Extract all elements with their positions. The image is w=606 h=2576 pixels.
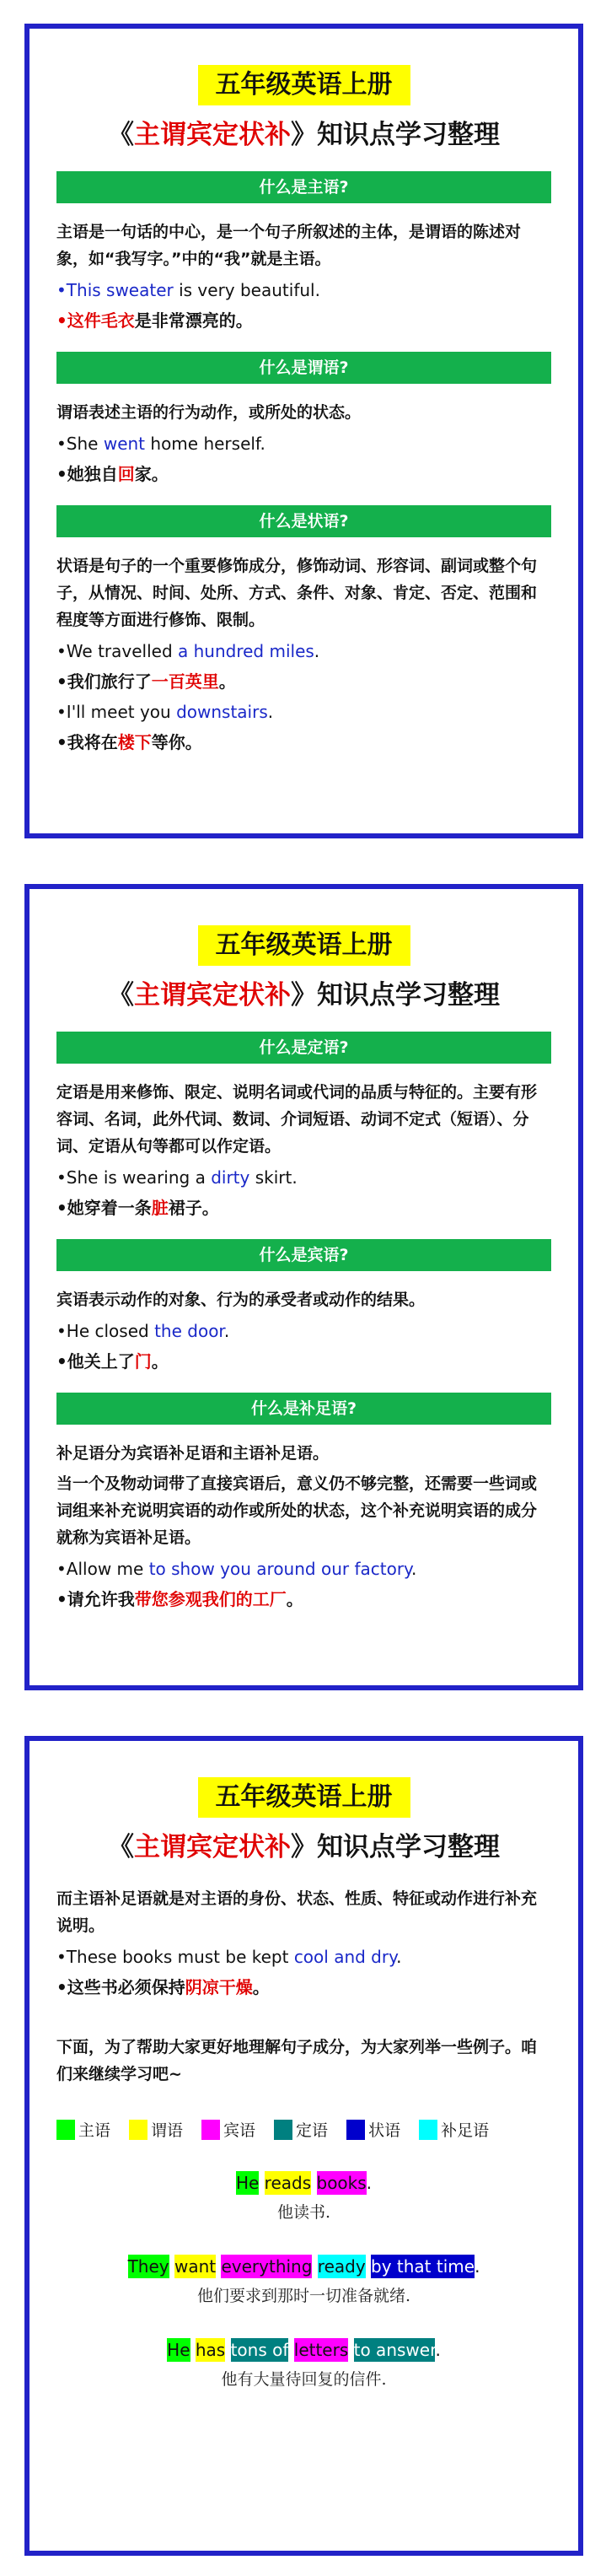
period: .: [366, 2173, 373, 2193]
adverbial-example-zh-2: [56, 730, 551, 755]
highlight-subject-zh: 这件毛衣: [67, 310, 135, 331]
complement-example-zh: [56, 1587, 551, 1612]
word-attributive: to answer: [353, 2340, 436, 2360]
complement-description-2: 当一个及物动词带了直接宾语后，意义仍不够完整，还需要一些词或词组来补充说明宾语的动作或所处的状态，这个补充说明宾语的成分就称为宾语补足语。: [56, 1474, 538, 1547]
highlight-complement-zh: 阴凉干燥: [185, 1977, 253, 1997]
subtitle-rest: 》知识点学习整理: [291, 980, 500, 1010]
legend-label: 主语: [78, 2121, 111, 2140]
example-rest: 裙子。: [168, 1198, 219, 1218]
example-pre: •Allow me: [56, 1559, 149, 1579]
word-object: letters: [293, 2340, 349, 2360]
example-zh: 他们要求到那时一切准备就绪.: [196, 2287, 411, 2305]
example-pre: •请允许我: [56, 1589, 135, 1609]
adverbial-description: 状语是句子的一个重要修饰成分，修饰动词、形容词、副词或整个句子，从情况、时间、处所、方式、条件、对象、肯定、否定、范围和程度等方面进行修饰、限制。: [56, 557, 538, 629]
predicate-description: 谓语表述主语的行为动作，或所处的状态。: [56, 403, 362, 422]
highlight-adverbial: downstairs: [176, 702, 268, 722]
highlight-predicate: went: [103, 434, 146, 454]
highlight-adverbial-zh: 一百英里: [151, 671, 219, 692]
word-predicate: reads: [264, 2173, 312, 2193]
example-rest: 。: [286, 1589, 303, 1609]
highlight-attributive-zh: 脏: [151, 1198, 169, 1218]
word-attributive: tons of: [230, 2340, 289, 2360]
space: [225, 2338, 230, 2362]
legend-label: 谓语: [151, 2121, 184, 2140]
example-pre: •I'll meet you: [56, 702, 177, 722]
subject-complement-description: 而主语补足语就是对主语的身份、状态、性质、特征或动作进行补充说明。: [56, 1889, 538, 1935]
example-pre: •我们旅行了: [56, 671, 152, 692]
period: .: [475, 2256, 480, 2277]
subject-description: 主语是一句话的中心，是一个句子所叙述的主体，是谓语的陈述对象，如“我写字。”中的“我”就是主语。: [56, 223, 522, 268]
legend-item-adverbial: [346, 2118, 400, 2141]
word-adverbial: by that time: [371, 2256, 475, 2277]
adverbial-example-en-2: [56, 699, 551, 725]
example-sentence-2: [29, 2256, 578, 2306]
word-predicate: has: [195, 2340, 226, 2360]
highlight-attributive: dirty: [211, 1167, 250, 1188]
example-rest: .: [314, 641, 320, 661]
section-heading-object: 什么是宾语?: [56, 1239, 551, 1271]
example-pre: •These books must be kept: [56, 1947, 294, 1967]
object-example-zh: [56, 1349, 551, 1374]
word-subject: He: [235, 2173, 260, 2193]
legend-label: 状语: [368, 2121, 401, 2140]
object-example-en: [56, 1318, 551, 1344]
highlight-complement: to show you around our factory: [148, 1559, 412, 1579]
legend-swatch: [201, 2120, 220, 2140]
example-rest: skirt.: [249, 1167, 298, 1188]
highlight-predicate-zh: 回: [117, 464, 135, 484]
subject-complement-example-en: [56, 1944, 551, 1970]
page-title: 五年级英语上册: [198, 925, 410, 966]
example-sentence-1: [29, 2173, 578, 2223]
highlight-object: the door: [154, 1321, 224, 1341]
examples-intro: 下面，为了帮助大家更好地理解句子成分，为大家列举一些例子。咱们来继续学习吧~: [56, 2038, 538, 2083]
example-rest: 家。: [134, 464, 169, 484]
legend-swatch: [129, 2120, 147, 2140]
legend-item-subject: [56, 2118, 110, 2141]
example-pre: •她穿着一条: [56, 1198, 152, 1218]
subtitle-bracket-open: 《: [108, 120, 134, 150]
subject-example-en: [56, 278, 551, 303]
example-zh: 他有大量待回复的信件.: [221, 2370, 387, 2389]
bullet: •: [56, 280, 67, 300]
predicate-example-zh: [56, 461, 551, 487]
example-pre: •这些书必须保持: [56, 1977, 185, 1997]
predicate-example-en: [56, 431, 551, 456]
word-subject: He: [167, 2340, 190, 2360]
example-rest: 。: [218, 671, 236, 692]
highlight-object-zh: 门: [134, 1351, 152, 1372]
example-rest: .: [396, 1947, 402, 1967]
section-heading-adverbial: 什么是状语?: [56, 505, 551, 537]
word-object: everything: [221, 2256, 313, 2277]
subtitle-bracket-open: 《: [108, 980, 134, 1010]
legend-swatch: [346, 2120, 365, 2140]
example-pre: •我将在: [56, 732, 118, 752]
page-subtitle: [29, 978, 578, 1013]
legend-swatch: [419, 2120, 437, 2140]
subtitle-highlight: 主谓宾定状补: [134, 980, 291, 1010]
legend-swatch: [56, 2120, 75, 2140]
word-subject: They: [127, 2256, 169, 2277]
example-rest: 是非常漂亮的。: [134, 310, 253, 331]
space: [312, 2255, 317, 2278]
example-en: [29, 2340, 578, 2360]
page-title: 五年级英语上册: [198, 1777, 410, 1818]
word-object: books: [316, 2173, 367, 2193]
attributive-description: 定语是用来修饰、限定、说明名词或代词的品质与特征的。主要有形容词、名词，此外代词、数词、介词短语、动词不定式（短语）、分词、定语从句等都可以作定语。: [56, 1083, 538, 1156]
example-zh: 他读书.: [276, 2203, 331, 2222]
word-complement: ready: [317, 2256, 366, 2277]
subtitle-highlight: 主谓宾定状补: [134, 1832, 291, 1862]
subject-complement-example-zh: [56, 1975, 551, 2000]
example-pre: •她独自: [56, 464, 118, 484]
space: [348, 2338, 353, 2362]
example-pre: •We travelled: [56, 641, 178, 661]
card-subject-complement-examples: [24, 1736, 583, 2556]
legend-item-predicate: [129, 2118, 183, 2141]
complement-description-1: 补足语分为宾语补足语和主语补足语。: [56, 1444, 330, 1463]
space: [190, 2338, 196, 2362]
example-rest: 等你。: [151, 732, 202, 752]
legend-item-attributive: [274, 2118, 328, 2141]
section-heading-attributive: 什么是定语?: [56, 1032, 551, 1064]
subtitle-rest: 》知识点学习整理: [291, 1832, 500, 1862]
highlight-complement: cool and dry: [293, 1947, 397, 1967]
legend-item-complement: [419, 2118, 489, 2141]
complement-example-en: [56, 1556, 551, 1582]
example-rest: .: [223, 1321, 230, 1341]
example-rest: is very beautiful.: [173, 280, 320, 300]
legend-label: 补足语: [441, 2121, 490, 2140]
space: [169, 2255, 174, 2278]
highlight-complement-zh: 带您参观我们的工厂: [134, 1589, 287, 1609]
example-pre: •She is wearing a: [56, 1167, 212, 1188]
example-rest: .: [267, 702, 274, 722]
adverbial-example-zh-1: [56, 669, 551, 694]
space: [288, 2338, 293, 2362]
space: [311, 2171, 316, 2195]
example-rest: .: [411, 1559, 417, 1579]
period: .: [435, 2340, 441, 2360]
attributive-example-en: [56, 1165, 551, 1190]
example-rest: 。: [252, 1977, 270, 1997]
object-description: 宾语表示动作的对象、行为的承受者或动作的结果。: [56, 1291, 426, 1309]
section-heading-complement: 什么是补足语?: [56, 1393, 551, 1425]
highlight-subject: This sweater: [66, 280, 174, 300]
subject-example-zh: [56, 308, 551, 333]
page-subtitle: [29, 1830, 578, 1865]
example-rest: 。: [151, 1351, 169, 1372]
subtitle-highlight: 主谓宾定状补: [134, 120, 291, 150]
card-subject-predicate-adverbial: [24, 24, 583, 838]
section-heading-predicate: 什么是谓语?: [56, 352, 551, 384]
bullet: •: [56, 310, 67, 331]
legend-label: 宾语: [223, 2121, 256, 2140]
section-heading-subject: 什么是主语?: [56, 171, 551, 203]
adverbial-example-en-1: [56, 639, 551, 664]
example-pre: •他关上了: [56, 1351, 135, 1372]
attributive-example-zh: [56, 1195, 551, 1221]
legend-swatch: [274, 2120, 292, 2140]
subtitle-bracket-open: 《: [108, 1832, 134, 1862]
example-pre: •He closed: [56, 1321, 155, 1341]
card-attributive-object-complement: [24, 884, 583, 1690]
page-title: 五年级英语上册: [198, 65, 410, 105]
example-rest: home herself.: [145, 434, 265, 454]
space: [259, 2171, 264, 2195]
page-subtitle: [29, 117, 578, 153]
highlight-adverbial: a hundred miles: [178, 641, 314, 661]
word-predicate: want: [174, 2256, 217, 2277]
example-en: [29, 2256, 578, 2277]
legend-label: 定语: [296, 2121, 329, 2140]
legend-item-object: [201, 2118, 255, 2141]
highlight-adverbial-zh: 楼下: [117, 732, 152, 752]
example-sentence-3: [29, 2340, 578, 2390]
color-legend: [56, 2118, 551, 2141]
example-pre: •She: [56, 434, 104, 454]
example-en: [29, 2173, 578, 2193]
subtitle-rest: 》知识点学习整理: [291, 120, 500, 150]
